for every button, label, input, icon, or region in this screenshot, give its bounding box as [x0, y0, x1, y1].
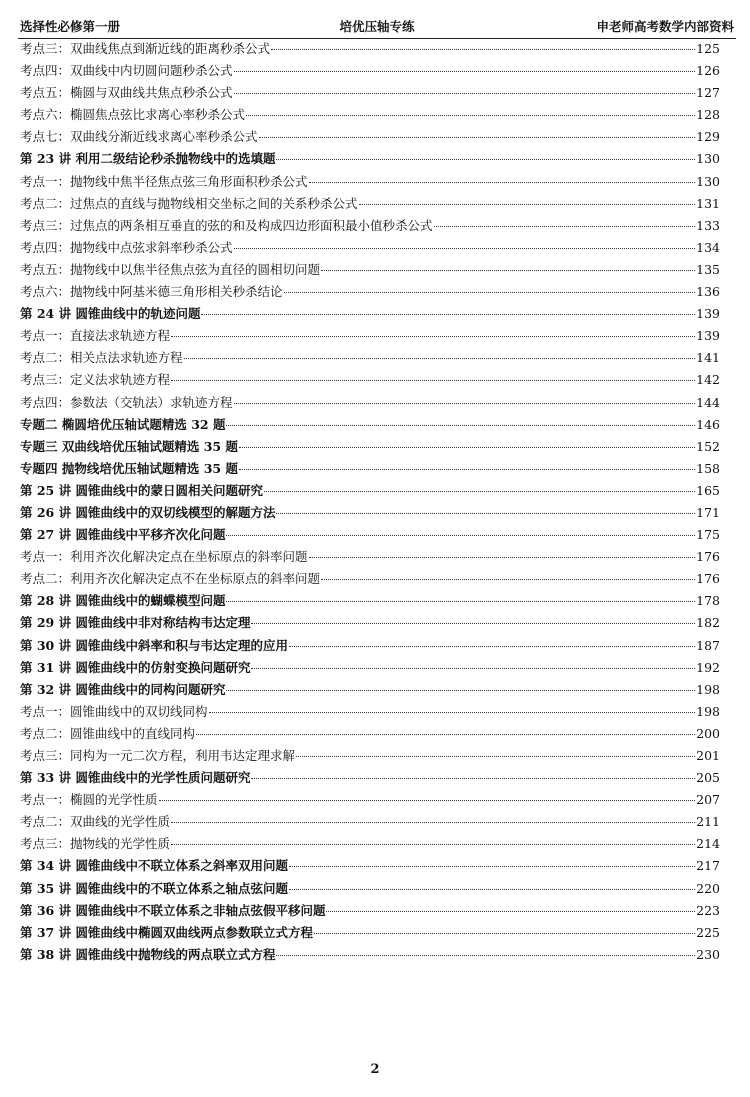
dot-leader	[226, 600, 695, 602]
dot-leader	[284, 291, 696, 293]
toc-entry-page: 178	[696, 593, 720, 609]
toc-entry-title: 考点五：抛物线中以焦半径焦点弦为直径的圆相切问题	[20, 261, 321, 277]
toc-entry-page: 230	[696, 946, 720, 962]
dot-leader	[196, 733, 695, 735]
toc-entry-page: 139	[696, 306, 720, 322]
toc-entry-title: 第 34 讲 圆锥曲线中不联立体系之斜率双用问题	[20, 858, 288, 874]
toc-entry-title: 考点二：双曲线的光学性质	[20, 814, 171, 830]
dot-leader	[226, 424, 695, 426]
toc-entry-title: 第 27 讲 圆锥曲线中平移齐次化问题	[20, 527, 226, 543]
toc-entry[interactable]	[20, 900, 720, 922]
toc-entry-page: 131	[696, 195, 720, 211]
toc-entry-title: 考点一：利用齐次化解决定点在坐标原点的斜率问题	[20, 549, 308, 565]
toc-entry-title: 考点二：过焦点的直线与抛物线相交坐标之间的关系秒杀公式	[20, 195, 358, 211]
toc-entry[interactable]	[20, 944, 720, 966]
dot-leader	[234, 92, 696, 94]
toc-entry[interactable]	[20, 679, 720, 701]
toc-entry-title: 第 36 讲 圆锥曲线中不联立体系之非轴点弦假平移问题	[20, 902, 326, 918]
toc-entry[interactable]	[20, 303, 720, 325]
toc-entry-title: 第 33 讲 圆锥曲线中的光学性质问题研究	[20, 770, 251, 786]
toc-entry[interactable]	[20, 436, 720, 458]
toc-entry-title: 考点五：椭圆与双曲线共焦点秒杀公式	[20, 85, 233, 101]
header-series-title: 培优压轴专练	[339, 19, 415, 34]
toc-entry-page: 134	[696, 239, 720, 255]
toc-entry[interactable]	[20, 855, 720, 877]
toc-entry[interactable]	[20, 60, 720, 82]
toc-entry[interactable]	[20, 480, 720, 502]
running-header	[18, 14, 736, 39]
toc-entry-page: 165	[696, 482, 720, 498]
toc-entry-title: 第 29 讲 圆锥曲线中非对称结构韦达定理	[20, 615, 251, 631]
toc-entry-page: 187	[696, 637, 720, 653]
dot-leader	[234, 402, 696, 404]
toc-entry-page: 152	[696, 438, 720, 454]
dot-leader	[251, 777, 695, 779]
dot-leader	[159, 799, 696, 801]
toc-entry[interactable]	[20, 922, 720, 944]
toc-entry-page: 126	[696, 63, 720, 79]
toc-entry-page: 146	[696, 416, 720, 432]
toc-entry-title: 第 24 讲 圆锥曲线中的轨迹问题	[20, 306, 201, 322]
toc-entry-title: 第 31 讲 圆锥曲线中的仿射变换问题研究	[20, 659, 251, 675]
toc-entry[interactable]	[20, 126, 720, 148]
dot-leader	[309, 181, 696, 183]
dot-leader	[264, 490, 695, 492]
toc-entry-page: 192	[696, 659, 720, 675]
toc-entry-title: 考点一：抛物线中焦半径焦点弦三角形面积秒杀公式	[20, 173, 308, 189]
dot-leader	[276, 158, 695, 160]
dot-leader	[289, 645, 695, 647]
toc-entry[interactable]	[20, 568, 720, 590]
toc-entry-title: 考点四：抛物线中点弦求斜率秒杀公式	[20, 239, 233, 255]
toc-entry[interactable]	[20, 635, 720, 657]
toc-entry[interactable]	[20, 723, 720, 745]
dot-leader	[321, 269, 695, 271]
toc-entry[interactable]	[20, 414, 720, 436]
toc-entry[interactable]	[20, 325, 720, 347]
dot-leader	[289, 865, 695, 867]
dot-leader	[326, 910, 695, 912]
toc-entry-title: 专题二 椭圆培优压轴试题精选 32 题	[20, 416, 226, 432]
toc-entry[interactable]	[20, 878, 720, 900]
toc-entry-title: 考点二：相关点法求轨迹方程	[20, 350, 183, 366]
toc-entry-title: 考点二：圆锥曲线中的直线同构	[20, 725, 196, 741]
toc-entry-title: 考点七：双曲线分渐近线求离心率秒杀公式	[20, 129, 258, 145]
toc-entry-page: 133	[696, 217, 720, 233]
dot-leader	[251, 622, 695, 624]
toc-entry-page: 141	[696, 350, 720, 366]
toc-entry[interactable]	[20, 215, 720, 237]
dot-leader	[234, 70, 696, 72]
toc-entry-page: 176	[696, 549, 720, 565]
header-source: 申老师高考数学内部资料	[596, 19, 734, 34]
dot-leader	[171, 335, 695, 337]
dot-leader	[296, 755, 695, 757]
toc-entry[interactable]	[20, 458, 720, 480]
toc-entry[interactable]	[20, 104, 720, 126]
toc-entry-title: 第 30 讲 圆锥曲线中斜率和积与韦达定理的应用	[20, 637, 288, 653]
toc-entry-title: 考点一：圆锥曲线中的双切线同构	[20, 703, 208, 719]
toc-entry-page: 139	[696, 328, 720, 344]
toc-entry-page: 125	[696, 41, 720, 56]
toc-entry[interactable]	[20, 502, 720, 524]
toc-entry-page: 217	[696, 858, 720, 874]
dot-leader	[171, 821, 695, 823]
toc-entry-title: 第 25 讲 圆锥曲线中的蒙日圆相关问题研究	[20, 482, 263, 498]
toc-entry-title: 考点三：同构为一元二次方程，利用韦达定理求解	[20, 748, 296, 763]
toc-entry-title: 考点三：过焦点的两条相互垂直的弦的和及构成四边形面积最小值秒杀公式	[20, 217, 433, 233]
toc-entry-title: 第 38 讲 圆锥曲线中抛物线的两点联立式方程	[20, 946, 276, 962]
toc-entry-title: 第 23 讲 利用二级结论秒杀抛物线中的选填题	[20, 151, 276, 167]
dot-leader	[226, 689, 695, 691]
toc-entry[interactable]	[20, 657, 720, 679]
toc-entry-page: 223	[696, 902, 720, 918]
toc-entry-page: 207	[696, 792, 720, 808]
toc-entry-page: 225	[696, 924, 720, 940]
dot-leader	[314, 932, 695, 934]
toc-entry-page: 200	[696, 725, 720, 741]
toc-entry-title: 第 28 讲 圆锥曲线中的蝴蝶模型问题	[20, 593, 226, 609]
toc-entry[interactable]	[20, 833, 720, 855]
toc-entry-title: 考点六：抛物线中阿基米德三角形相关秒杀结论	[20, 284, 283, 300]
toc-entry-title: 考点六：椭圆焦点弦比求离心率秒杀公式	[20, 107, 246, 123]
dot-leader	[246, 114, 695, 116]
dot-leader	[271, 48, 695, 50]
toc-entry-title: 考点三：双曲线焦点到渐近线的距离秒杀公式	[20, 41, 271, 56]
toc-entry-page: 182	[696, 615, 720, 631]
toc-entry[interactable]	[20, 193, 720, 215]
toc-entry-page: 220	[696, 880, 720, 896]
toc-entry-page: 129	[696, 129, 720, 145]
toc-entry-page: 175	[696, 527, 720, 543]
toc-entry[interactable]	[20, 811, 720, 833]
toc-entry-title: 第 35 讲 圆锥曲线中的不联立体系之轴点弦问题	[20, 880, 288, 896]
toc-entry[interactable]	[20, 237, 720, 259]
toc-entry-page: 198	[696, 703, 720, 719]
toc-entry-title: 专题四 抛物线培优压轴试题精选 35 题	[20, 460, 238, 476]
toc-entry[interactable]	[20, 171, 720, 193]
toc-entry-page: 127	[696, 85, 720, 101]
toc-entry-page: 176	[696, 571, 720, 587]
toc-entry[interactable]	[20, 789, 720, 811]
toc-entry[interactable]	[20, 369, 720, 391]
toc-entry-title: 第 26 讲 圆锥曲线中的双切线模型的解题方法	[20, 504, 276, 520]
dot-leader	[321, 578, 695, 580]
toc-entry-title: 考点一：直接法求轨迹方程	[20, 328, 171, 344]
toc-entry-page: 158	[696, 460, 720, 476]
dot-leader	[209, 711, 696, 713]
toc-entry-page: 201	[696, 748, 720, 763]
toc-entry-page: 171	[696, 504, 720, 520]
toc-entry[interactable]	[20, 524, 720, 546]
toc-entry-page: 128	[696, 107, 720, 123]
toc-entry-title: 专题三 双曲线培优压轴试题精选 35 题	[20, 438, 238, 454]
dot-leader	[276, 512, 695, 514]
dot-leader	[201, 313, 695, 315]
toc-entry-page: 142	[696, 372, 720, 388]
dot-leader	[171, 843, 695, 845]
dot-leader	[226, 534, 695, 536]
dot-leader	[359, 203, 696, 205]
toc-entry[interactable]	[20, 590, 720, 612]
toc-entry[interactable]	[20, 701, 720, 723]
toc-entry[interactable]	[20, 259, 720, 281]
toc-entry[interactable]	[20, 38, 720, 60]
toc-entry[interactable]	[20, 745, 720, 767]
dot-leader	[289, 888, 695, 890]
toc-entry-page: 144	[696, 394, 720, 410]
toc-entry-title: 考点一：椭圆的光学性质	[20, 792, 158, 808]
dot-leader	[239, 468, 695, 470]
toc-entry-title: 考点四：双曲线中内切圆问题秒杀公式	[20, 63, 233, 79]
toc-entry-page: 211	[696, 814, 720, 830]
dot-leader	[309, 556, 696, 558]
toc-entry[interactable]	[20, 82, 720, 104]
toc-entry[interactable]	[20, 767, 720, 789]
toc-entry-title: 考点二：利用齐次化解决定点不在坐标原点的斜率问题	[20, 571, 321, 587]
dot-leader	[276, 954, 695, 956]
page-number: 2	[370, 1062, 380, 1077]
dot-leader	[259, 136, 696, 138]
toc-entry-page: 136	[696, 284, 720, 300]
header-book-title: 选择性必修第一册	[20, 19, 121, 34]
toc-entry[interactable]	[20, 392, 720, 414]
toc-entry-title: 第 37 讲 圆锥曲线中椭圆双曲线两点参数联立式方程	[20, 924, 313, 940]
toc-entry[interactable]	[20, 148, 720, 170]
toc-entry[interactable]	[20, 546, 720, 568]
dot-leader	[184, 357, 696, 359]
dot-leader	[434, 225, 696, 227]
toc-entry[interactable]	[20, 347, 720, 369]
dot-leader	[251, 667, 695, 669]
toc-entry-page: 198	[696, 681, 720, 697]
toc-entry-page: 130	[696, 173, 720, 189]
dot-leader	[234, 247, 696, 249]
toc-entry-title: 考点三：抛物线的光学性质	[20, 836, 171, 852]
toc-entry[interactable]	[20, 612, 720, 634]
toc-entry-title: 考点四：参数法（交轨法）求轨迹方程	[20, 394, 233, 410]
toc-entry-title: 考点三：定义法求轨迹方程	[20, 372, 171, 388]
toc-entry-page: 205	[696, 770, 720, 786]
dot-leader	[171, 379, 695, 381]
toc-entry-page: 214	[696, 836, 720, 852]
toc-entry-page: 130	[696, 151, 720, 167]
dot-leader	[239, 446, 695, 448]
table-of-contents	[20, 38, 720, 966]
toc-entry[interactable]	[20, 281, 720, 303]
toc-entry-title: 第 32 讲 圆锥曲线中的同构问题研究	[20, 681, 226, 697]
toc-entry-page: 135	[696, 261, 720, 277]
